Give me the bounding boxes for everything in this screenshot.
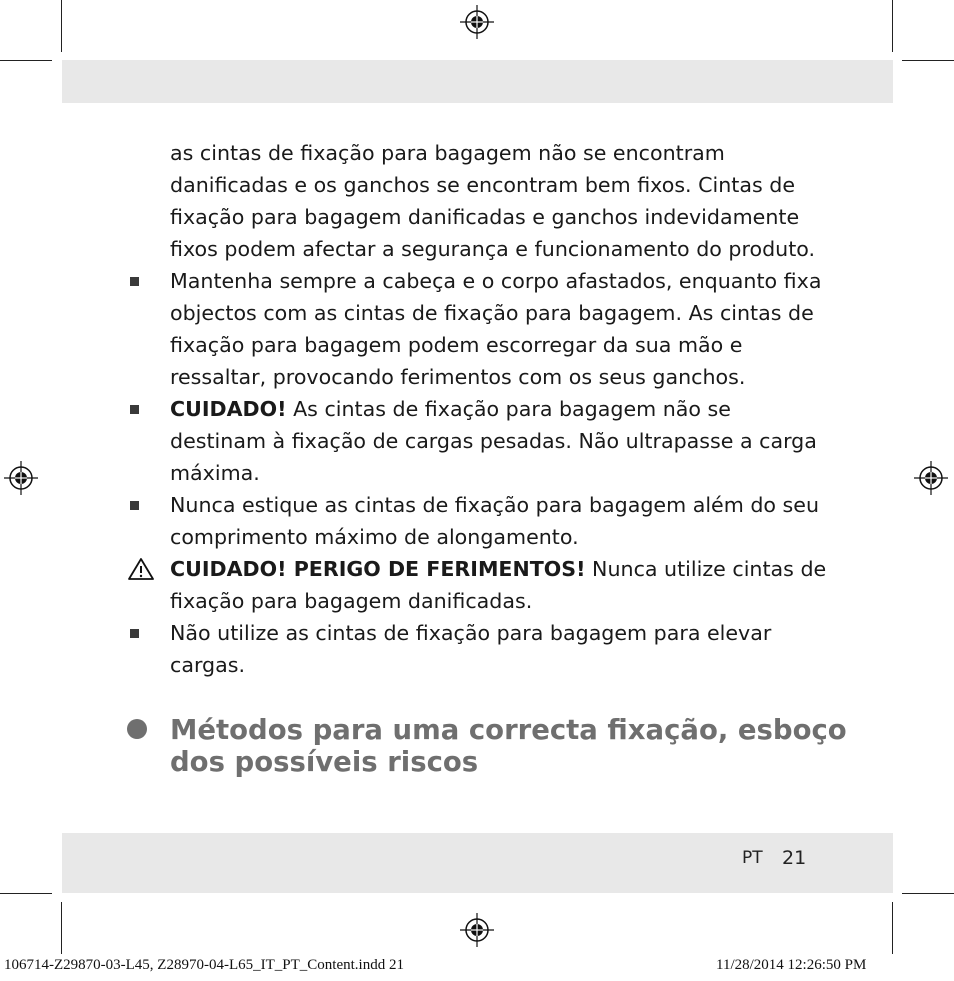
- bullet-item: [128, 393, 828, 489]
- crop-mark: [61, 902, 62, 954]
- square-bullet-icon: [130, 629, 139, 638]
- crop-mark: [902, 893, 954, 894]
- registration-mark-icon: [4, 461, 38, 495]
- registration-mark-icon: [460, 913, 494, 947]
- safety-instructions: [128, 137, 828, 681]
- slug-datetime: 11/28/2014 12:26:50 PM: [716, 957, 867, 973]
- paragraph-text: As cintas de fixação para bagagem não se destinam à fixação de cargas pesadas. Não ultrapasse a carga máxima.: [170, 397, 817, 485]
- crop-mark: [892, 902, 893, 954]
- square-bullet-icon: [130, 405, 139, 414]
- bullet-item: [128, 265, 828, 393]
- crop-mark: [892, 0, 893, 52]
- registration-mark-icon: [914, 461, 948, 495]
- square-bullet-icon: [130, 277, 139, 286]
- section-heading: Métodos para uma correcta fixação, esboço dos possíveis riscos: [170, 714, 847, 778]
- heading-bullet-icon: [127, 719, 147, 739]
- paragraph-text: as cintas de fixação para bagagem não se encontram danificadas e os ganchos se encontram bem fixos. Cintas de fixação para bagagem danificadas e ganchos indevidamente fixos podem afectar a segurança e funcionamento do produto.: [170, 141, 816, 261]
- bullet-item: [128, 617, 828, 681]
- language-code: PT: [742, 848, 763, 868]
- warning-triangle-icon: [128, 557, 154, 581]
- registration-mark-icon: [460, 5, 494, 39]
- continued-paragraph: [128, 137, 828, 265]
- caution-label: CUIDADO!: [170, 397, 287, 421]
- bullet-item: [128, 489, 828, 553]
- header-band: [62, 60, 893, 103]
- paragraph-text: Não utilize as cintas de fixação para bagagem para elevar cargas.: [170, 621, 772, 677]
- crop-mark: [61, 0, 62, 52]
- slug-filename: 106714-Z29870-03-L45, Z28970-04-L65_IT_PT_Content.indd 21: [4, 957, 404, 973]
- page-number: 21: [782, 847, 807, 869]
- crop-mark: [0, 893, 52, 894]
- crop-mark: [902, 60, 954, 61]
- danger-label: CUIDADO! PERIGO DE FERIMENTOS!: [170, 557, 586, 581]
- warning-item: [128, 553, 828, 617]
- paragraph-text: Mantenha sempre a cabeça e o corpo afastados, enquanto fixa objectos com as cintas de fixação para bagagem. As cintas de fixação para bagagem podem escorregar da sua mão e ressaltar, provocando ferimentos com os seus ganchos.: [170, 269, 822, 389]
- square-bullet-icon: [130, 501, 139, 510]
- footer-band: [62, 833, 893, 893]
- paragraph-text: Nunca utilize cintas de fixação para bagagem danificadas.: [170, 557, 827, 613]
- crop-mark: [0, 60, 52, 61]
- paragraph-text: Nunca estique as cintas de fixação para bagagem além do seu comprimento máximo de alongamento.: [170, 493, 819, 549]
